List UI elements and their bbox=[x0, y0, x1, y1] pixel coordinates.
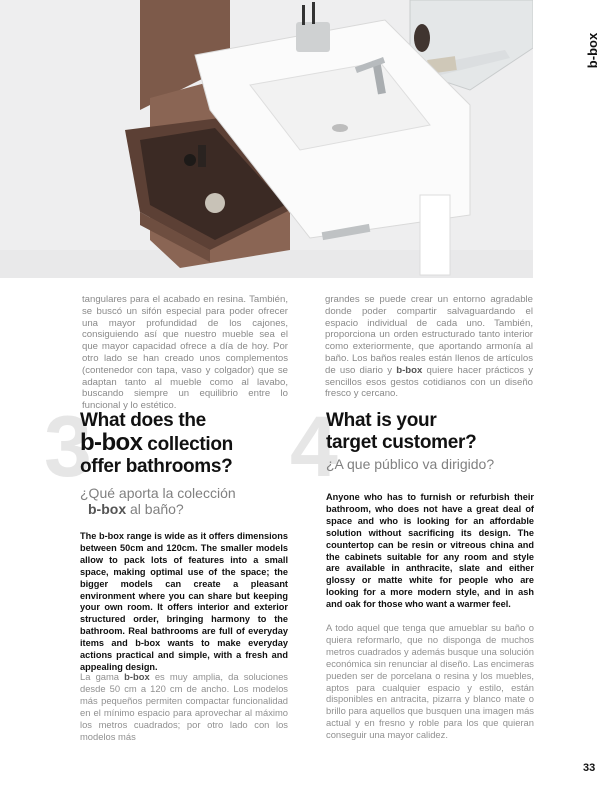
section-3-en-brand: b-box bbox=[98, 531, 124, 541]
section-3-title-line2: collection bbox=[142, 434, 233, 455]
section-3-subtitle bbox=[80, 485, 290, 517]
bathroom-vanity-illustration bbox=[0, 0, 533, 278]
section-3-number: 3 bbox=[44, 399, 92, 495]
section-3-title-line1: What does the bbox=[80, 410, 206, 431]
intro-right-text-a: grandes se puede crear un entorno agradable donde poder compartir salvaguardando el espacio individual de cada uno. También, proporciona un orden estructurado tanto interior como exteriormente, que aportando armonía al baño. Los baños reales están llenos de artículos de uso diario y bbox=[325, 294, 533, 376]
side-brand-tab bbox=[583, 20, 603, 80]
section-3-subtitle-rest: al baño? bbox=[126, 501, 184, 517]
bathroom-photo bbox=[0, 0, 533, 278]
section-3-english-paragraph bbox=[80, 531, 288, 674]
section-4-title bbox=[326, 410, 536, 454]
section-3-es-text-b: es muy amplia, da soluciones desde 50 cm a 120 cm de ancho. Los modelos más pequeños permiten compactar funcionalidad en el mínimo espacio para aprovechar al máximo los metros cuadrados; por otro lado con los modelos más bbox=[80, 671, 288, 742]
section-4-subtitle: ¿A que público va dirigido? bbox=[326, 456, 495, 472]
intro-right-text-b: quiere hacer prácticos y sencillos esos gestos cotidianos con un diseño fresco y cercano. bbox=[325, 364, 534, 400]
intro-right-column bbox=[325, 294, 533, 400]
intro-left-column bbox=[82, 294, 288, 412]
section-3-en-brand-2: b-box bbox=[135, 638, 161, 649]
section-3-title-brand: b-box bbox=[80, 429, 143, 456]
section-3-es-brand: b-box bbox=[124, 671, 150, 682]
section-4-title-line1: What is your bbox=[326, 410, 437, 431]
intro-left-text: tangulares para el acabado en resina. También, se buscó un sifón especial para poder ofrecer una mayor profundidad de los cajones, consiguiendo así que nuestro mueble sea el que mayor capacidad ofrece a día de hoy. Por otro lado se han creado unos complementos (contenedor con tapa, vaso y colgador) que se adaptan tanto al mueble como al lavabo, buscando siempre un equilibrio entre lo funcional y lo estético. bbox=[82, 294, 288, 412]
section-3-title bbox=[80, 410, 290, 478]
section-3-es-text-a: La gama bbox=[80, 671, 125, 682]
section-3-en-text-a: The bbox=[80, 531, 99, 541]
side-brand-label: b-box bbox=[585, 32, 601, 68]
section-4-spanish-paragraph: A todo aquel que tenga que amueblar su baño o quiera reformarlo, que no disponga de muchos metros cuadrados y además busque una solución económica sin renunciar al diseño. Las encimeras pueden ser de porcelana o resina y los muebles, aptos para cualquier espacio y estilo, están disponibles en antracita, pizarra y blanco mate o brillo para aquellos que busquen una imagen más actual y en fresno y roble para los que quieran conseguir una mayor calidez. bbox=[326, 622, 534, 741]
section-3-en-text-c: wants to make everyday actions practical and simple, with a fresh and appealing design. bbox=[80, 638, 288, 672]
intro-right-brand: b-box bbox=[396, 364, 423, 376]
section-3-title-line3: offer bathrooms? bbox=[80, 456, 233, 477]
section-3-spanish-paragraph bbox=[80, 671, 288, 742]
section-3-en-text-b: range is wide as it offers dimensions between 50cm and 120cm. The smaller models allow to pack lots of features into a small space, making optimal use of the space; the bigger models can create a pleasant environment where you can share but keeping your own room. It offers interior and exterior structured order, bringing harmony to the bathroom. Real bathrooms are full of everyday items and bbox=[80, 531, 288, 649]
page-number: 33 bbox=[583, 762, 596, 774]
section-4-english-paragraph: Anyone who has to furnish or refurbish their bathroom, who does not have a great deal of space and who is looking for an affordable solution without sacrificing its design. The countertop can be resin or vitreous china and the cabinets suitable for any room and style are available in anthracite, slate and either glossy or matte white for people who are looking for a more modern style, and in ash and oak for those who want a warmer feel. bbox=[326, 492, 534, 610]
section-3-subtitle-brand: b-box bbox=[88, 501, 127, 517]
section-4-title-line2: target customer? bbox=[326, 432, 477, 453]
section-4-number: 4 bbox=[290, 399, 338, 495]
section-3-subtitle-line1: ¿Qué aporta la colección bbox=[80, 485, 236, 501]
